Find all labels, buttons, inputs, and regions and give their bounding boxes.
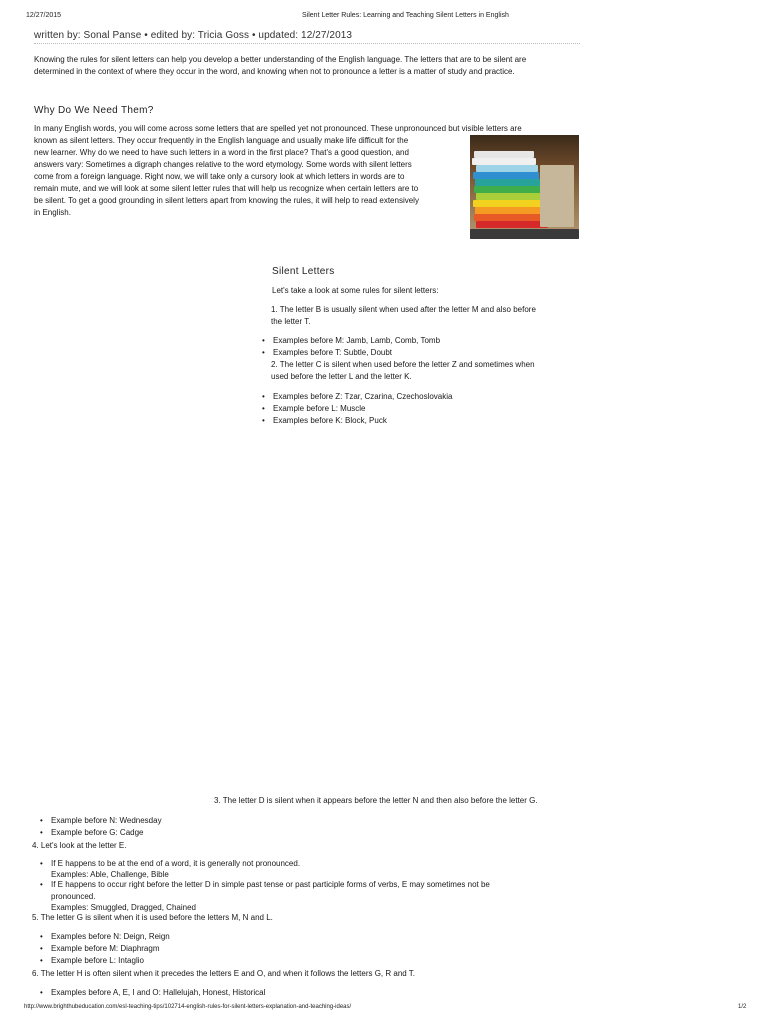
rule-line: 2. The letter C is silent when used before the letter Z and sometimes when bbox=[271, 360, 535, 369]
rule-e-b: • If E happens to occur right before the letter D in simple past tense or past participle forms of verbs, E may sometimes not be bbox=[51, 880, 490, 889]
why-line: in English. bbox=[34, 208, 71, 217]
rule-h-examples bbox=[40, 987, 265, 999]
list-item: • Example before M: Diaphragm bbox=[40, 943, 170, 955]
section-heading-why: Why Do We Need Them? bbox=[34, 105, 154, 116]
why-line: come from a foreign language. Right now, we will take only a cursory look at which letters in words are to bbox=[34, 172, 405, 181]
rule-c bbox=[271, 359, 535, 383]
rule-g: 5. The letter G is silent when it is used before the letters M, N and L. bbox=[32, 913, 273, 922]
rule-h: 6. The letter H is often silent when it precedes the letters E and O, and when it follows the letters G, R and T. bbox=[32, 969, 416, 978]
why-line: new learner. Why do we need to have such letters in a word in the first place? That's a good question, and bbox=[34, 148, 409, 157]
list-item: • Examples before K: Block, Puck bbox=[262, 415, 452, 427]
rule-e-a: • If E happens to be at the end of a word, it is generally not pronounced. bbox=[51, 859, 301, 868]
rule-e-b: pronounced. bbox=[51, 892, 96, 901]
list-item: • Examples before M: Jamb, Lamb, Comb, Tomb bbox=[262, 335, 440, 347]
section-heading-silent-letters: Silent Letters bbox=[272, 266, 335, 277]
rule-b-examples bbox=[262, 335, 440, 359]
rule-c-examples bbox=[262, 391, 452, 427]
why-line: remain mute, and we will look at some silent letter rules that will help us recognize when certain letters are to bbox=[34, 184, 419, 193]
list-item bbox=[40, 858, 560, 879]
why-line: answers vary: Sometimes a digraph changes relative to the word etymology. Some words with silent letters bbox=[34, 160, 412, 169]
rule-b bbox=[271, 304, 536, 328]
rule-e-b-examples: Examples: Smuggled, Dragged, Chained bbox=[51, 903, 196, 912]
list-item bbox=[40, 879, 560, 912]
rule-line: 1. The letter B is usually silent when used after the letter M and also before bbox=[271, 305, 536, 314]
why-paragraph-line1: In many English words, you will come across some letters that are spelled yet not pronounced. These unpronounced but visible letters are bbox=[34, 124, 522, 133]
rule-g-examples bbox=[40, 931, 170, 967]
books-stack-image bbox=[470, 135, 579, 239]
rule-e-examples bbox=[40, 858, 560, 912]
list-item: • Example before L: Muscle bbox=[262, 403, 452, 415]
silent-letters-lead: Let's take a look at some rules for silent letters: bbox=[272, 286, 439, 295]
rule-d-examples bbox=[40, 815, 162, 839]
print-page-number: 1/2 bbox=[738, 1004, 747, 1010]
list-item: • Example before N: Wednesday bbox=[40, 815, 162, 827]
rule-e-a-examples: Examples: Able, Challenge, Bible bbox=[51, 870, 169, 879]
print-date: 12/27/2015 bbox=[26, 12, 62, 19]
list-item: • Examples before T: Subtle, Doubt bbox=[262, 347, 440, 359]
why-line: known as silent letters. They occur frequently in the English language and usually make life difficult for the bbox=[34, 136, 409, 145]
dotted-divider bbox=[34, 43, 580, 44]
why-paragraph-body bbox=[34, 135, 466, 219]
rule-line: the letter T. bbox=[271, 317, 311, 326]
print-title: Silent Letter Rules: Learning and Teaching Silent Letters in English bbox=[302, 12, 509, 19]
print-footer-url: http://www.brighthubeducation.com/esl-teaching-tips/102714-english-rules-for-silent-letters-explanation-and-teaching-ideas/ bbox=[24, 1004, 352, 1010]
why-line: be silent. To get a good grounding in silent letters apart from knowing the rules, it will help to read extensively bbox=[34, 196, 419, 205]
list-item: • Examples before Z: Tzar, Czarina, Czechoslovakia bbox=[262, 391, 452, 403]
list-item: • Examples before N: Deign, Reign bbox=[40, 931, 170, 943]
rule-line: used before the letter L and the letter K. bbox=[271, 372, 412, 381]
list-item: • Example before L: Intaglio bbox=[40, 955, 170, 967]
rule-e: 4. Let's look at the letter E. bbox=[32, 841, 127, 850]
list-item: • Example before G: Cadge bbox=[40, 827, 162, 839]
intro-paragraph: Knowing the rules for silent letters can help you develop a better understanding of the English language. The letters that are to be silent are determined in the context of where they occur in the word, and knowing when not to pronounce a letter is a matter of study and practice. bbox=[34, 55, 527, 76]
list-item: • Examples before A, E, I and O: Hallelujah, Honest, Historical bbox=[40, 987, 265, 999]
byline: written by: Sonal Panse • edited by: Tricia Goss • updated: 12/27/2013 bbox=[34, 30, 353, 41]
rule-d: 3. The letter D is silent when it appears before the letter N and then also before the letter G. bbox=[214, 796, 538, 805]
